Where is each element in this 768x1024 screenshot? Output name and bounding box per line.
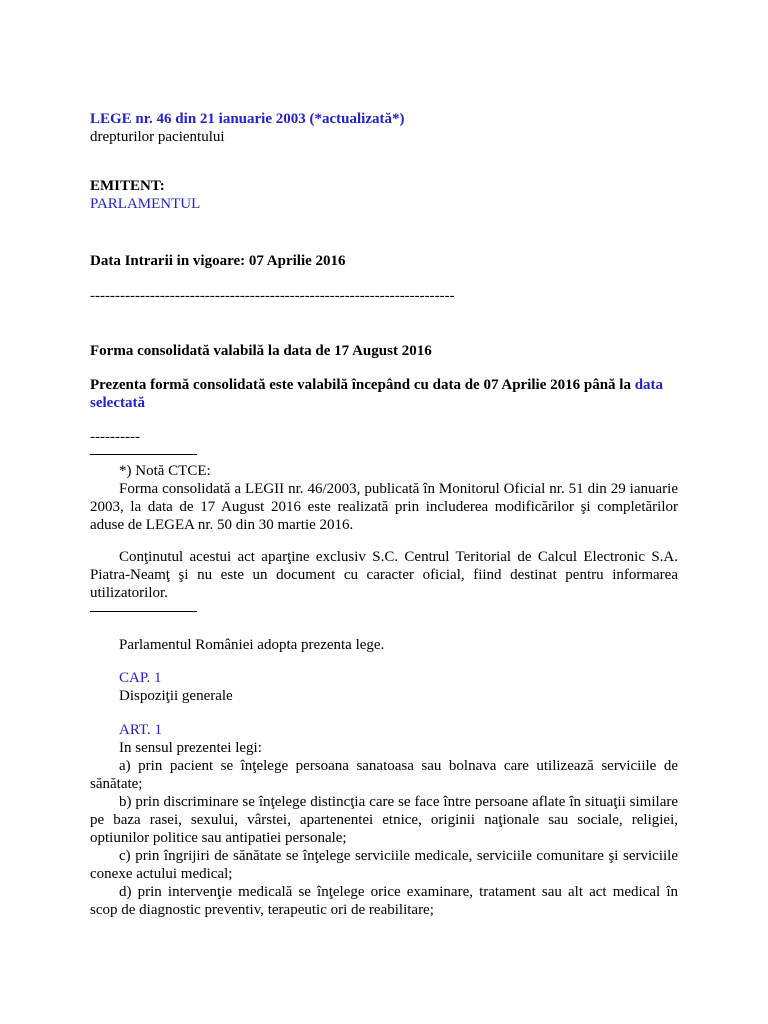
- chapter-section: [90, 669, 678, 705]
- short-dash-separator: ----------: [90, 429, 140, 445]
- definition-item: b) prin discriminare se înţelege distincţia care se face între persoane aflate în situaţii similare pe baza rasei, sexului, vârstei, apartenentei etnice, originii naţionale sau sociale, religiei, optiunilor politice sau antipatiei personale;: [90, 794, 678, 846]
- law-subtitle: drepturilor pacientului: [90, 129, 225, 145]
- law-title-link[interactable]: LEGE nr. 46 din 21 ianuarie 2003 (*actualizată*): [90, 111, 405, 127]
- consolidation-validity: [90, 376, 678, 412]
- dash-separator: -------------------------------------------------------------------------: [90, 288, 455, 304]
- ctce-note: [90, 462, 678, 602]
- issuer-section: [90, 177, 678, 213]
- article-section: [90, 721, 678, 919]
- definition-item: c) prin îngrijiri de sănătate se înţelege serviciile medicale, serviciile comunitare şi serviciile conexe actului medical;: [90, 848, 678, 882]
- preamble: Parlamentul României adopta prezenta lege.: [119, 637, 385, 653]
- definition-item: a) prin pacient se înţelege persoana sanatoasa sau bolnava care utilizează serviciile de sănătate;: [90, 758, 678, 792]
- article-link[interactable]: ART. 1: [119, 722, 162, 738]
- note-label: *) Notă CTCE:: [119, 463, 211, 479]
- definition-item: d) prin intervenţie medicală se înţelege orice examinare, tratament sau alt act medical în scop de diagnostic preventiv, terapeutic ori de reabilitare;: [90, 884, 678, 918]
- validity-text: Prezenta formă consolidată este valabilă începând cu data de 07 Aprilie 2016 până la: [90, 377, 631, 393]
- chapter-title: Dispoziţii generale: [119, 688, 233, 704]
- selected-date-link[interactable]: data selectată: [90, 377, 664, 411]
- issuer-label: EMITENT:: [90, 178, 165, 194]
- article-intro: In sensul prezentei legi:: [119, 740, 262, 756]
- effective-date: Data Intrarii in vigoare: 07 Aprilie 2016: [90, 253, 346, 269]
- note-top-rule: [90, 454, 197, 455]
- law-header: [90, 110, 678, 146]
- consolidation-heading: Forma consolidată valabilă la data de 17 August 2016: [90, 343, 432, 359]
- note-paragraph: Conţinutul acestui act aparţine exclusiv S.C. Centrul Teritorial de Calcul Electronic S.A. Piatra-Neamţ şi nu este un document cu caracter oficial, fiind destinat pentru informarea utilizatorilor.: [90, 549, 678, 601]
- issuer-link[interactable]: PARLAMENTUL: [90, 196, 201, 212]
- note-bottom-rule: [90, 611, 197, 612]
- note-paragraph: Forma consolidată a LEGII nr. 46/2003, publicată în Monitorul Oficial nr. 51 din 29 ianuarie 2003, la data de 17 August 2016 este realizată prin includerea modificărilor şi completărilor aduse de LEGEA nr. 50 din 30 martie 2016.: [90, 481, 678, 533]
- chapter-link[interactable]: CAP. 1: [119, 670, 162, 686]
